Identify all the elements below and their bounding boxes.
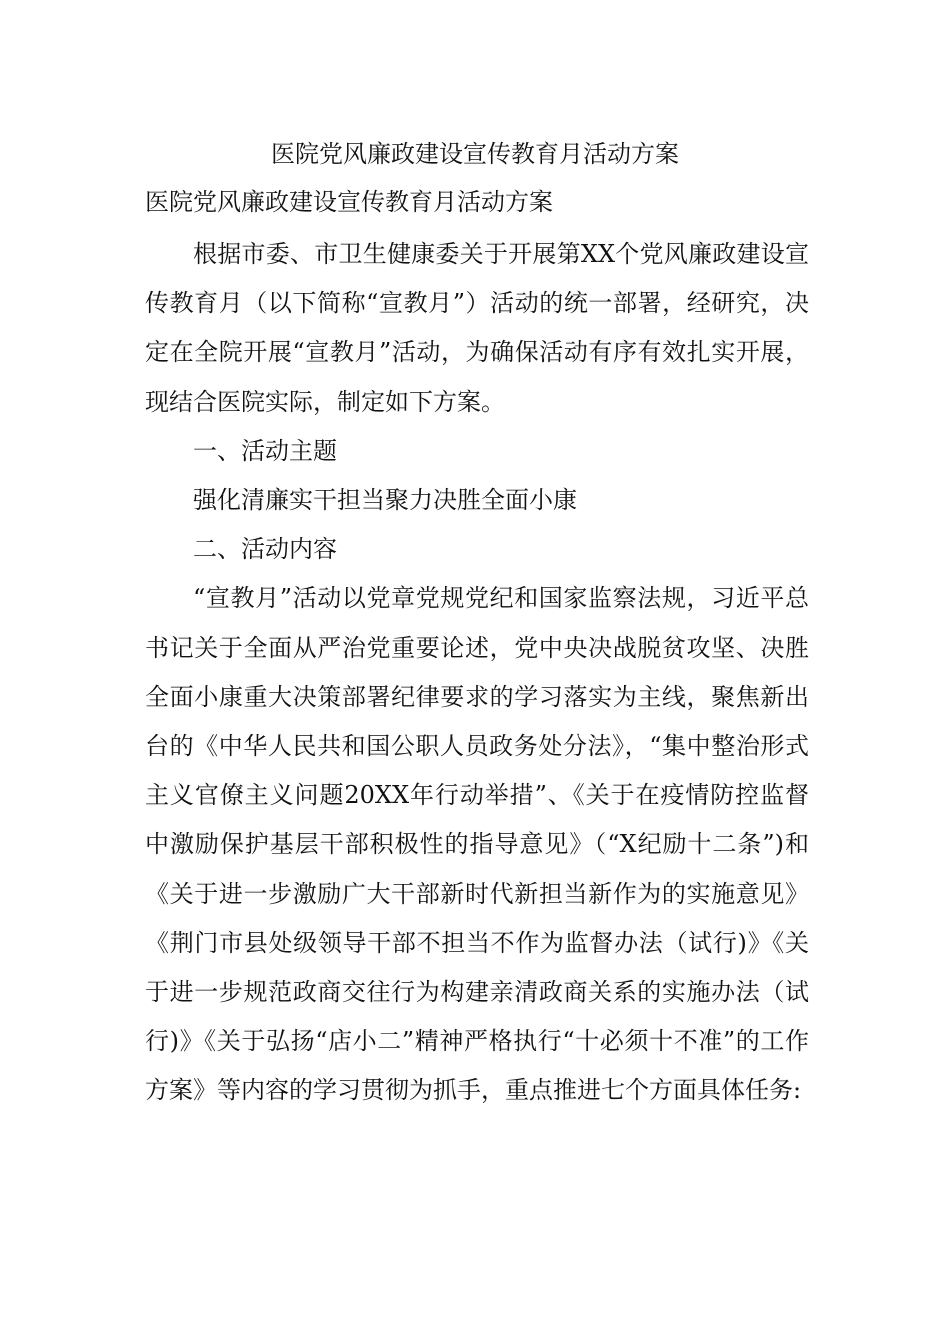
section-heading-content: 二、活动内容 [193, 535, 337, 564]
section-heading-theme: 一、活动主题 [193, 436, 337, 465]
theme-paragraph: 强化清廉实干担当聚力决胜全面小康 [193, 486, 577, 515]
content-paragraph: “宣教月”活动以党章党规党纪和国家监察法规，习近平总书记关于全面从严治党重要论述，党中央决战脱贫攻坚、决胜全面小康重大决策部署纪律要求的学习落实为主线，聚焦新出台的《中华人民共和国公职人员政务处分法》，“集中整治形式主义官僚主义问题20XX年行动举措”、《关于在疫情防控监督中激励保护基层干部积极性的指导意见》（“X纪励十二条”)和《关于进一步激励广大干部新时代新担当新作为的实施意见》《荆门市县处级领导干部不担当不作为监督办法（试行)》《关于进一步规范政商交往行为构建亲清政商关系的实施办法（试行)》《关于弘扬“店小二”精神严格执行“十必须十不准”的工作方案》等内容的学习贯彻为抓手，重点推进七个方面具体任务: [145, 584, 809, 1105]
document-subtitle: 医院党风廉政建设宣传教育月活动方案 [145, 188, 553, 216]
intro-paragraph: 根据市委、市卫生健康委关于开展第XX个党风廉政建设宣传教育月（以下简称“宣教月”）活动的统一部署，经研究，决定在全院开展“宣教月”活动，为确保活动有序有效扎实开展，现结合医院实际，制定如下方案。 [145, 240, 809, 416]
document-body [145, 230, 809, 1116]
document-title: 医院党风廉政建设宣传教育月活动方案 [271, 140, 679, 168]
